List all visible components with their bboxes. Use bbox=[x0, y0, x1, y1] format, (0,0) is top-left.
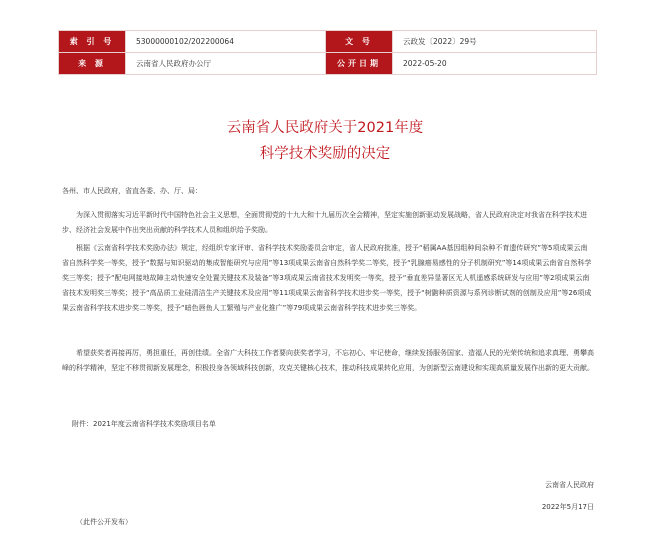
publish-date-label: 公开日期 bbox=[326, 53, 393, 75]
document-number-label: 文 号 bbox=[326, 31, 393, 53]
document-meta-table bbox=[58, 30, 597, 75]
document-number-value: 云政发〔2022〕29号 bbox=[393, 31, 597, 53]
issue-date: 2022年5月17日 bbox=[541, 503, 594, 511]
publication-note: （此件公开发布） bbox=[76, 518, 132, 526]
paragraph-purpose: 为深入贯彻落实习近平新时代中国特色社会主义思想，全面贯彻党的十九大和十九届历次全会精神，坚定实施创新驱动发展战略，省人民政府决定对我省在科学技术进步、经济社会发展中作出突出贡献的科学技术人员和组织给予奖励。 bbox=[62, 211, 587, 234]
salutation: 各州、市人民政府，省直各委、办、厅、局： bbox=[62, 187, 202, 195]
paragraph-awards: 根据《云南省科学技术奖励办法》规定，经组织专家评审、省科学技术奖励委员会审定，省人民政府批准，授予“稻属AA基因组种间杂种不育遗传研究”等5项成果云南省自然科学奖一等奖，授予“数据与知识驱动的集成智能研究与应用”等13项成果云南省自然科学奖二等奖，授予“乳腺癌易感性的分子机制研究”等14项成果云南省自然科学奖三等奖；授予“配电网接地故障主动快速安全处置关键技术及装备”等3项成果云南省技术发明奖一等奖，授予“垂直差异显著区无人机遥感系统研发与应用”等2项成果云南省技术发明奖三等奖；授予“高品质工业硅清洁生产关键技术及应用”等11项成果云南省科学技术进步奖一等奖，授予“树鼩种质资源与系列诊断试剂的创制及应用”等26项成果云南省科学技术进步奖二等奖，授予“暗色唇鱼人工繁殖与产业化推广”等79项成果云南省科学技术进步奖三等奖。 bbox=[62, 244, 592, 312]
source-label: 来 源 bbox=[59, 53, 126, 75]
source-value: 云南省人民政府办公厅 bbox=[126, 53, 326, 75]
index-number-label: 索 引 号 bbox=[59, 31, 126, 53]
attachment-link[interactable]: 附件：2021年度云南省科学技术奖励项目名单 bbox=[72, 420, 216, 428]
document-title-line1: 云南省人民政府关于2021年度 bbox=[226, 120, 424, 136]
index-number-value: 53000000102/202200064 bbox=[126, 31, 326, 53]
document-title-line2: 科学技术奖励的决定 bbox=[259, 146, 391, 162]
paragraph-expectations: 希望获奖者再接再厉，勇担重任，再创佳绩。全省广大科技工作者要向获奖者学习，不忘初心、牢记使命，继续发扬服务国家、造福人民的光荣传统和追求真理、勇攀高峰的科学精神，坚定不移贯彻新发展理念，积极投身各领域科技创新，攻克关键核心技术，推动科技成果转化应用，为创新型云南建设和实现高质量发展作出新的更大贡献。 bbox=[62, 349, 594, 372]
publish-date-value: 2022-05-20 bbox=[393, 53, 597, 75]
issuer-signature: 云南省人民政府 bbox=[545, 481, 594, 489]
